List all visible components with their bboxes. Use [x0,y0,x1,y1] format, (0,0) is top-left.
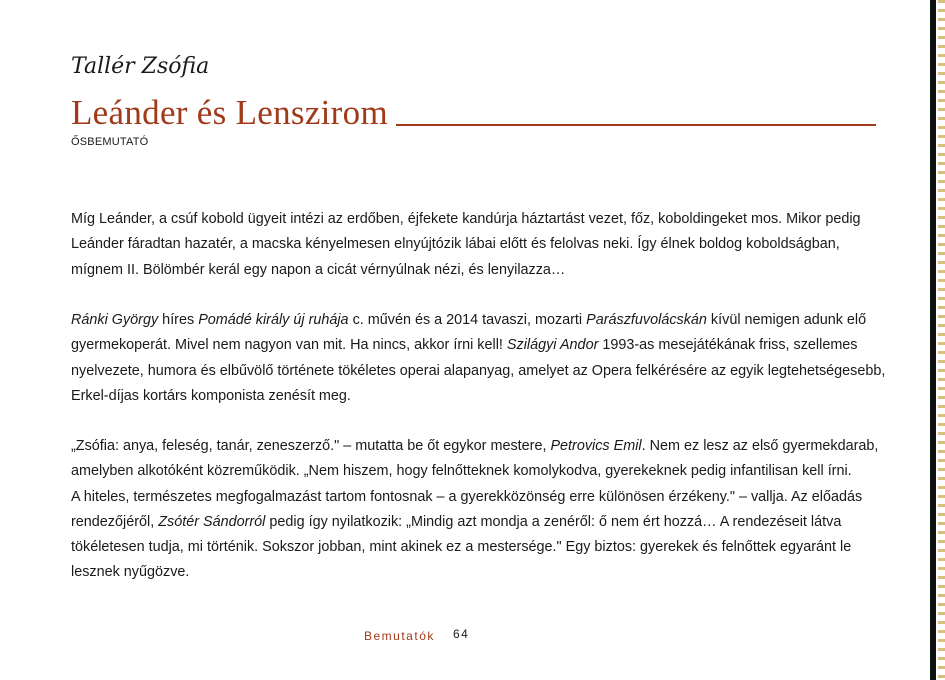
text-line: mígnem II. Bölömbér kerál egy napon a cicát vérnyúlnak nézi, és lenyilazza… [71,261,566,278]
text-line [71,510,879,535]
paragraph-composer [71,434,879,586]
text-line: Erkel-díjas kortárs komponista zenésít meg. [71,387,351,404]
italic-work-title: Pomádé király új ruhája [198,312,349,328]
italic-name: Petrovics Emil [550,438,642,454]
italic-name: Ránki György [71,312,159,328]
text-run: kívül nemigen adunk elő [706,312,867,328]
text-run: gyermekoperát. Mivel nem nagyon van mit. Ha nincs, akkor írni kell! [71,337,507,354]
paragraph-synopsis [71,207,879,283]
text-line: Leánder fáradtan hazatér, a macska kényelmesen elnyújtózik lábai előtt és felolvas neki. Így élnek boldog koboldságban, [71,236,840,253]
title-row [71,92,876,132]
text-run: pedig így nyilatkozik: „Mindig azt mondja a zenéről: ő nem ért hozzá… A rendezéseit látva [265,513,842,530]
text-line: lesznek nyűgözve. [71,564,190,581]
text-run: híres [158,312,199,328]
page-edge-dark [930,0,936,680]
text-run: 1993-as mesejátékának friss, szellemes [598,337,858,354]
page-edge-pattern [938,0,945,680]
title-rule [396,124,876,126]
italic-name: Szilágyi Andor [506,337,599,354]
text-run: c. művén és a 2014 tavaszi, mozarti [348,312,587,328]
text-line: amelyben alkotóként közreműködik. „Nem hiszem, hogy felnőtteknek komolykodva, gyerekeknek pedig infantilisan kell írni. [71,463,852,480]
text-line [71,308,879,333]
footer-section-name: Bemutatók [364,629,435,643]
premiere-label: ŐSBEMUTATÓ [71,136,149,148]
paragraph-background [71,308,886,409]
text-line: Míg Leánder, a csúf kobold ügyeit intézi az erdőben, éjfekete kandúrja háztartást vezet, főz, koboldingeket mos. Mikor pedig [71,211,861,227]
text-run: . Nem ez lesz az első gyermekdarab, [641,438,879,454]
page-title: Leánder és Lenszirom [71,93,388,132]
text-line [71,333,879,358]
page-number: 64 [453,627,470,641]
text-line: A hiteles, természetes megfogalmazást tartom fontosnak – a gyerekközönség erre különösen érzékeny." – vallja. Az előadás [71,488,863,505]
text-line: tökéletesen tudja, mi történik. Sokszor jobban, mint akinek ez a mestersége." Egy biztos: gyerekek és felnőttek egyaránt le [71,539,852,556]
text-line [71,434,879,459]
text-run: rendezőjéről, [71,513,159,530]
italic-name: Zsótér Sándorról [158,513,266,530]
author-name: Tallér Zsófia [71,54,210,79]
text-run: „Zsófia: anya, feleség, tanár, zeneszerző." – mutatta be őt egykor mestere, [71,438,551,454]
italic-work-title: Parászfuvolácskán [586,312,707,328]
text-line: nyelvezete, humora és elbűvölő története tökéletes operai alapanyag, amelyet az Opera felkérésére az egyik legtehetségesebb, [71,362,886,379]
